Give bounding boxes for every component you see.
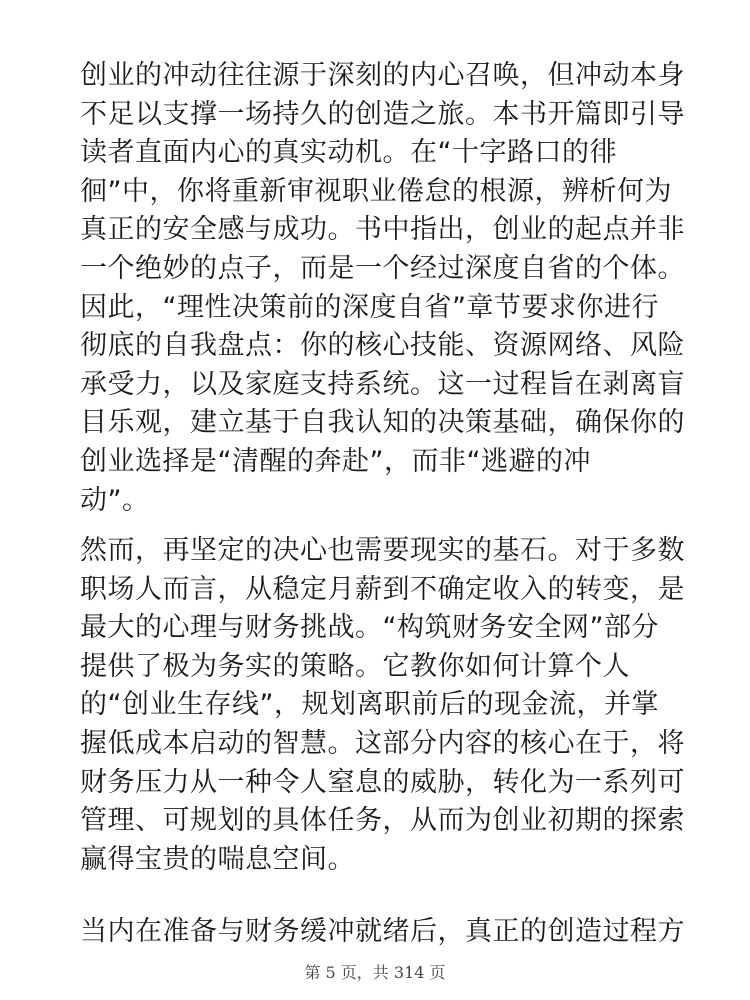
text-line: 职场人而言，从稳定月薪到不确定收入的转变，是 xyxy=(80,573,685,605)
text-line: 最大的心理与财务挑战。“构筑财务安全网”部分 xyxy=(80,612,659,644)
text-line: 当内在准备与财务缓冲就绪后，真正的创造过程方 xyxy=(80,916,685,947)
text-line: 动”。 xyxy=(80,484,150,516)
paragraph-self-reflection xyxy=(80,57,685,520)
text-line: 的“创业生存线”，规划离职前后的现金流，并掌 xyxy=(80,689,659,721)
text-line: 握低成本启动的智慧。这部分内容的核心在于，将 xyxy=(80,727,685,759)
text-line: 读者直面内心的真实动机。在“十字路口的徘 xyxy=(80,137,617,169)
paragraph-creation-process xyxy=(80,913,685,952)
text-line: 创业选择是“清醒的奔赴”，而非“逃避的冲 xyxy=(80,445,591,477)
text-line: 真正的安全感与成功。书中指出，创业的起点并非 xyxy=(80,214,685,246)
text-line: 目乐观，建立基于自我认知的决策基础，确保你的 xyxy=(80,407,685,439)
text-line: 管理、可规划的具体任务，从而为创业初期的探索 xyxy=(80,805,685,837)
text-line: 提供了极为务实的策略。它教你如何计算个人 xyxy=(80,650,630,682)
text-line: 徊”中，你将重新审视职业倦怠的根源，辨析何为 xyxy=(80,175,672,207)
paragraph-financial-safety-net xyxy=(80,532,685,879)
text-line: 承受力，以及家庭支持系统。这一过程旨在剥离盲 xyxy=(80,368,685,400)
page-number-footer: 第 5 页，共 314 页 xyxy=(304,963,446,982)
text-line: 财务压力从一种令人窒息的威胁，转化为一系列可 xyxy=(80,766,685,798)
text-line: 不足以支撑一场持久的创造之旅。本书开篇即引导 xyxy=(80,98,685,130)
text-line: 彻底的自我盘点：你的核心技能、资源网络、风险 xyxy=(80,330,685,362)
text-line: 然而，再坚定的决心也需要现实的基石。对于多数 xyxy=(80,535,685,566)
text-line: 创业的冲动往往源于深刻的内心召唤，但冲动本身 xyxy=(80,60,685,91)
text-line: 因此，“理性决策前的深度自省”章节要求你进行 xyxy=(80,291,659,323)
text-line: 赢得宝贵的喘息空间。 xyxy=(80,843,355,875)
text-line: 一个绝妙的点子，而是一个经过深度自省的个体。 xyxy=(80,252,685,284)
